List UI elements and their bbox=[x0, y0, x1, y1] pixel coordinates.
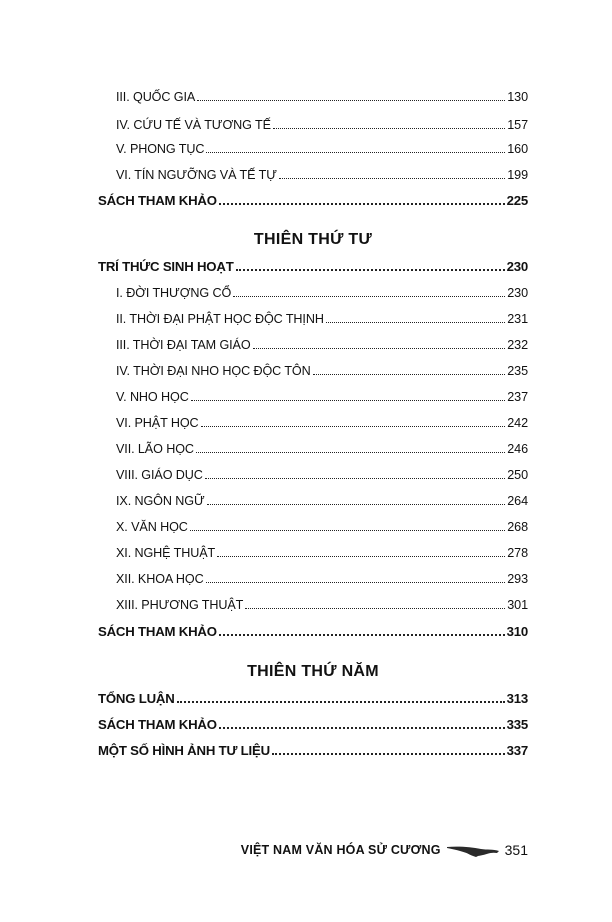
dot-leader bbox=[326, 322, 505, 323]
dot-leader bbox=[205, 478, 506, 479]
toc-entry[interactable] bbox=[116, 89, 528, 105]
toc-entry-label: SÁCH THAM KHẢO bbox=[98, 717, 217, 732]
toc-entry[interactable] bbox=[116, 337, 528, 353]
dot-leader bbox=[253, 348, 506, 349]
dot-leader bbox=[219, 203, 505, 205]
dot-leader bbox=[219, 634, 505, 636]
toc-entry-page: 301 bbox=[507, 598, 528, 612]
toc-entry[interactable] bbox=[116, 415, 528, 431]
toc-entry-label: III. THỜI ĐẠI TAM GIÁO bbox=[116, 338, 251, 352]
toc-entry[interactable] bbox=[116, 493, 528, 509]
toc-entry-page: 313 bbox=[506, 691, 528, 706]
toc-entry-page: 237 bbox=[507, 390, 528, 404]
toc-entry[interactable] bbox=[116, 571, 528, 587]
toc-entry-label: II. THỜI ĐẠI PHẬT HỌC ĐỘC THỊNH bbox=[116, 312, 324, 326]
dot-leader bbox=[206, 152, 505, 153]
toc-entry-page: 250 bbox=[507, 468, 528, 482]
toc-entry-label: III. QUỐC GIA bbox=[116, 90, 196, 104]
section-title-part-5: THIÊN THỨ NĂM bbox=[247, 663, 379, 680]
toc-references-entry[interactable] bbox=[98, 624, 528, 640]
toc-entry-label: XIII. PHƯƠNG THUẬT bbox=[116, 598, 244, 612]
toc-entry[interactable] bbox=[116, 441, 528, 457]
toc-entry-page: 278 bbox=[507, 546, 528, 560]
section-title-part-4: THIÊN THỨ TƯ bbox=[253, 231, 373, 248]
toc-entry-page: 232 bbox=[507, 338, 528, 352]
toc-entry[interactable] bbox=[116, 467, 528, 483]
toc-chapter-heading[interactable] bbox=[98, 743, 528, 759]
toc-entry-page: 264 bbox=[507, 494, 528, 508]
toc-references-entry[interactable] bbox=[98, 193, 528, 209]
dot-leader bbox=[217, 556, 505, 557]
toc-entry-page: 293 bbox=[507, 572, 528, 586]
toc-chapter-heading[interactable] bbox=[98, 717, 528, 733]
toc-entry-label: I. ĐỜI THƯỢNG CỔ bbox=[116, 286, 232, 300]
toc-entry-page: 268 bbox=[507, 520, 528, 534]
toc-entry-label: V. PHONG TỤC bbox=[116, 142, 205, 156]
dot-leader bbox=[206, 582, 506, 583]
toc-entry[interactable] bbox=[116, 363, 528, 379]
toc-entry-label: SÁCH THAM KHẢO bbox=[98, 193, 217, 208]
toc-entry-page: 230 bbox=[507, 286, 528, 300]
dot-leader bbox=[236, 269, 505, 271]
toc-entry-label: VIII. GIÁO DỤC bbox=[116, 468, 203, 482]
toc-entry[interactable] bbox=[116, 597, 528, 613]
toc-entry-label: MỘT SỐ HÌNH ẢNH TƯ LIỆU bbox=[98, 743, 270, 758]
toc-entry-label: X. VĂN HỌC bbox=[116, 520, 188, 534]
toc-entry-page: 235 bbox=[507, 364, 528, 378]
toc-entry[interactable] bbox=[116, 167, 528, 183]
toc-entry[interactable] bbox=[116, 545, 528, 561]
toc-chapter-heading[interactable] bbox=[98, 259, 528, 275]
dot-leader bbox=[279, 178, 505, 179]
toc-entry-label: IX. NGÔN NGỮ bbox=[116, 494, 205, 508]
dot-leader bbox=[191, 400, 506, 401]
toc-entry-page: 337 bbox=[506, 743, 528, 758]
toc-entry-label: VI. TÍN NGƯỠNG VÀ TẾ TỰ bbox=[116, 168, 277, 182]
toc-entry-page: 160 bbox=[507, 142, 528, 156]
toc-entry-label: VII. LÃO HỌC bbox=[116, 442, 194, 456]
toc-entry[interactable] bbox=[116, 141, 528, 157]
dot-leader bbox=[273, 128, 505, 129]
dot-leader bbox=[313, 374, 506, 375]
dot-leader bbox=[190, 530, 506, 531]
toc-entry-label: TỔNG LUẬN bbox=[98, 691, 175, 706]
dot-leader bbox=[245, 608, 505, 609]
toc-entry-page: 230 bbox=[506, 259, 528, 274]
dot-leader bbox=[272, 753, 505, 755]
toc-entry-page: 242 bbox=[507, 416, 528, 430]
dot-leader bbox=[233, 296, 505, 297]
toc-entry[interactable] bbox=[116, 117, 528, 133]
dot-leader bbox=[201, 426, 506, 427]
dot-leader bbox=[177, 701, 505, 703]
toc-entry[interactable] bbox=[116, 519, 528, 535]
toc-entry-page: 335 bbox=[506, 717, 528, 732]
toc-entry-label: IV. THỜI ĐẠI NHO HỌC ĐỘC TÔN bbox=[116, 364, 311, 378]
toc-entry-page: 225 bbox=[506, 193, 528, 208]
toc-entry-label: IV. CỨU TẾ VÀ TƯƠNG TẾ bbox=[116, 118, 271, 132]
page-footer bbox=[241, 838, 528, 862]
page-number: 351 bbox=[504, 842, 528, 858]
toc-entry-page: 310 bbox=[506, 624, 528, 639]
dot-leader bbox=[207, 504, 506, 505]
toc-entry-page: 199 bbox=[507, 168, 528, 182]
toc-entry-label: XII. KHOA HỌC bbox=[116, 572, 204, 586]
dot-leader bbox=[219, 727, 505, 729]
brush-stroke-icon bbox=[445, 839, 501, 861]
toc-entry-label: SÁCH THAM KHẢO bbox=[98, 624, 217, 639]
toc-entry[interactable] bbox=[116, 285, 528, 301]
toc-entry-label: TRÍ THỨC SINH HOẠT bbox=[98, 259, 234, 274]
toc-entry-page: 246 bbox=[507, 442, 528, 456]
toc-chapter-heading[interactable] bbox=[98, 691, 528, 707]
toc-entry-page: 231 bbox=[507, 312, 528, 326]
toc-entry-page: 157 bbox=[507, 118, 528, 132]
toc-entry-label: VI. PHẬT HỌC bbox=[116, 416, 199, 430]
dot-leader bbox=[197, 100, 505, 101]
toc-entry-label: V. NHO HỌC bbox=[116, 390, 189, 404]
toc-entry-label: XI. NGHỆ THUẬT bbox=[116, 546, 216, 560]
running-book-title: VIỆT NAM VĂN HÓA SỬ CƯƠNG bbox=[240, 843, 441, 857]
toc-entry[interactable] bbox=[116, 389, 528, 405]
toc-entry[interactable] bbox=[116, 311, 528, 327]
dot-leader bbox=[196, 452, 505, 453]
toc-entry-page: 130 bbox=[507, 90, 528, 104]
